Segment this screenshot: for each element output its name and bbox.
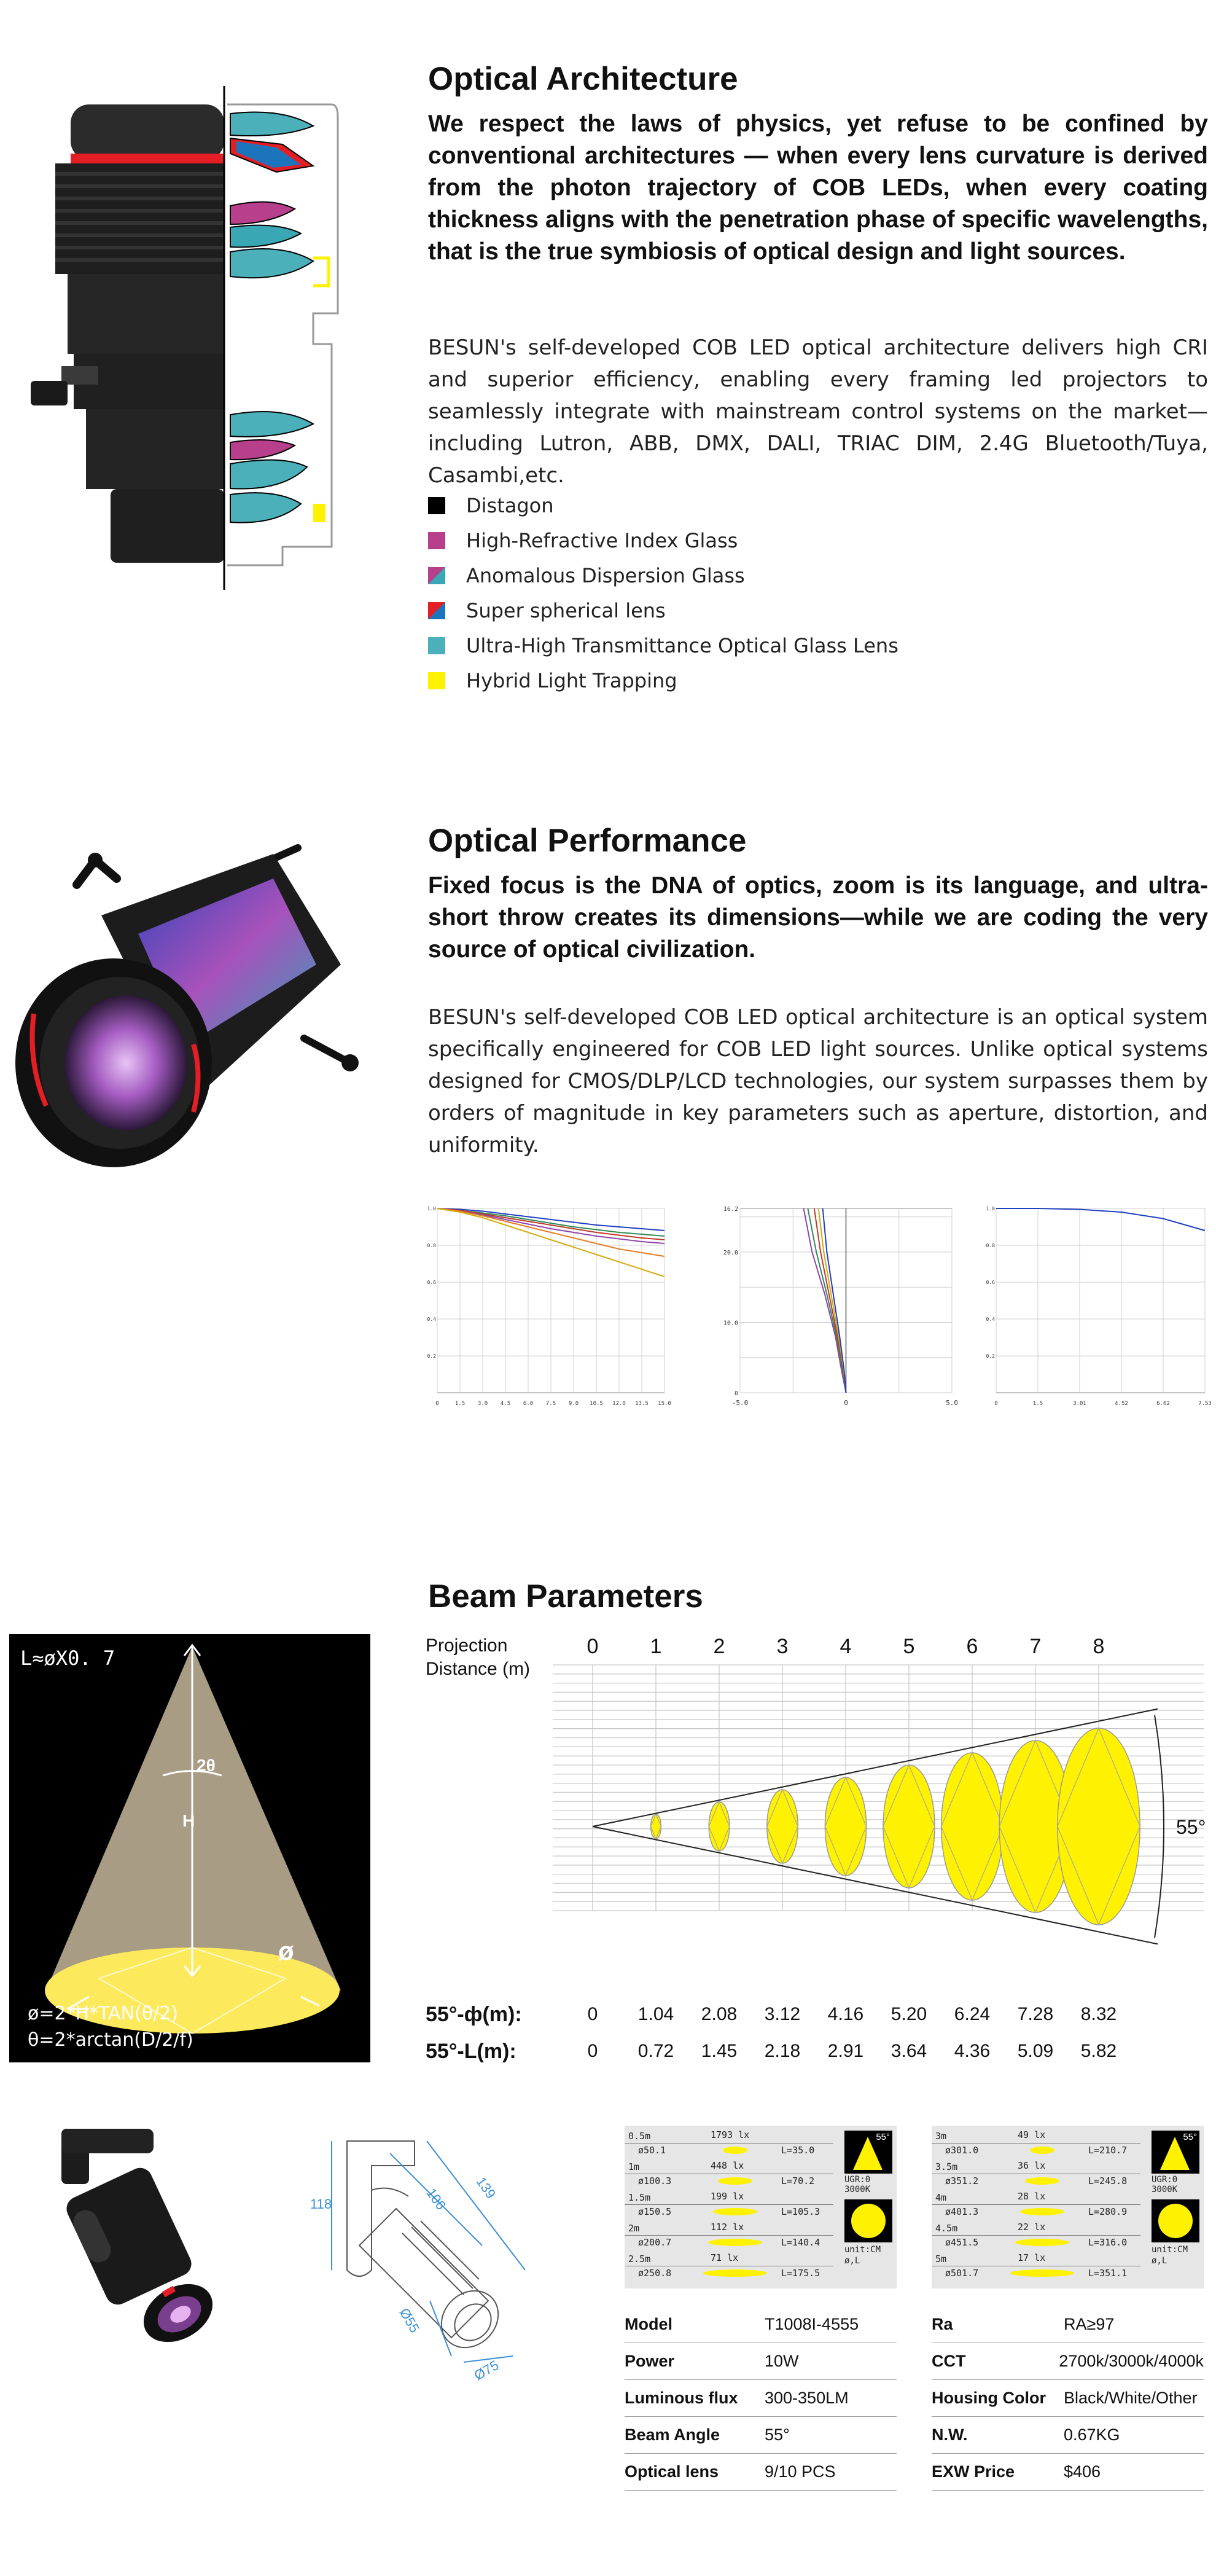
photo-beam-mark bbox=[723, 2147, 747, 2154]
y-tick-label: 0.6 bbox=[986, 1280, 995, 1285]
x-tick-label: 0 bbox=[994, 1401, 998, 1407]
distance-tick-label: 6 bbox=[966, 1635, 978, 1658]
spec-key: Ra bbox=[932, 2314, 953, 2333]
y-tick-label: 0.2 bbox=[427, 1353, 436, 1359]
angle-arc bbox=[1155, 1715, 1164, 1938]
photo-row-lux: 28 lx bbox=[1018, 2191, 1046, 2202]
l-row-label: 55°-L(m): bbox=[426, 2040, 516, 2063]
photo-row-distance: 4m bbox=[935, 2192, 947, 2203]
l-value: 0.72 bbox=[637, 2041, 674, 2061]
photo-row-distance: 1m bbox=[628, 2161, 640, 2172]
spec-key: N.W. bbox=[932, 2425, 968, 2444]
spec-row bbox=[932, 2343, 1204, 2380]
beam-spot bbox=[709, 1802, 730, 1851]
chart-frame bbox=[996, 1208, 1205, 1393]
photo-ugr: UGR:0 bbox=[844, 2175, 871, 2185]
lens-legend bbox=[428, 488, 898, 698]
spec-key: Optical lens bbox=[625, 2462, 719, 2481]
phi-value: 6.24 bbox=[954, 2004, 991, 2024]
photo-row-phi: ø200.7 bbox=[638, 2237, 672, 2248]
photo-row-lux: 36 lx bbox=[1018, 2160, 1046, 2171]
spec-key: Power bbox=[625, 2351, 675, 2370]
swatch-black bbox=[428, 497, 445, 514]
photo-unit-2: ø,L bbox=[1152, 2256, 1167, 2266]
distance-tick-label: 0 bbox=[587, 1635, 599, 1658]
x-tick-label: 7.5 bbox=[545, 1401, 556, 1407]
legend-item-high-refractive: High-Refractive Index Glass bbox=[428, 523, 898, 558]
x-tick-label: 0 bbox=[435, 1401, 439, 1407]
photo-row-phi: ø301.0 bbox=[945, 2145, 979, 2156]
beam-cone-panel bbox=[9, 1634, 370, 2062]
photo-cct: 3000K bbox=[844, 2185, 871, 2194]
photo-beam-mark bbox=[718, 2177, 752, 2185]
dim-118: 118 bbox=[310, 2196, 332, 2212]
y-tick-label: 0.6 bbox=[427, 1280, 436, 1285]
swatch-magenta bbox=[428, 532, 445, 549]
x-tick-label: 3.0 bbox=[477, 1401, 488, 1407]
spec-row bbox=[625, 2453, 897, 2491]
dim-139: 139 bbox=[473, 2174, 499, 2202]
spec-row bbox=[625, 2306, 897, 2343]
photo-row-lux: 22 lx bbox=[1018, 2222, 1046, 2233]
photo-unit: unit:CM bbox=[1152, 2245, 1188, 2255]
photo-beam-mark bbox=[708, 2239, 762, 2246]
beam-spot bbox=[651, 1814, 661, 1839]
x-tick-label: 12.0 bbox=[612, 1401, 626, 1407]
photo-row-lux: 448 lx bbox=[711, 2160, 744, 2171]
photo-row-l: L=105.3 bbox=[781, 2206, 820, 2217]
cone-diameter-symbol: ø bbox=[278, 1936, 294, 1965]
photo-row-lux: 71 lx bbox=[711, 2252, 739, 2263]
spec-row bbox=[932, 2379, 1204, 2417]
x-tick-label: 3.01 bbox=[1073, 1401, 1086, 1407]
y-tick-label: 0.8 bbox=[427, 1243, 436, 1248]
x-tick-label: 5.0 bbox=[946, 1399, 958, 1407]
phi-value: 3.12 bbox=[764, 2004, 801, 2024]
phi-value: 0 bbox=[587, 2004, 598, 2024]
photo-ugr: UGR:0 bbox=[1152, 2175, 1178, 2185]
cone-formula-top: L≈øX0. 7 bbox=[20, 1646, 115, 1670]
badge-spot-icon bbox=[1158, 2204, 1193, 2238]
photo-row-distance: 1.5m bbox=[628, 2192, 651, 2203]
phi-value: 8.32 bbox=[1080, 2004, 1117, 2024]
x-tick-label: 9.0 bbox=[568, 1401, 579, 1407]
spec-key: CCT bbox=[932, 2351, 966, 2370]
legend-item-ultra-high-transmittance: Ultra-High Transmittance Optical Glass Lens bbox=[428, 628, 898, 663]
photo-row-phi: ø150.5 bbox=[638, 2206, 672, 2217]
performance-body: BESUN's self-developed COB LED optical architecture is an optical system specifically engineered for COB LED light sources. Unlike optical systems designed for CMOS/DLP/LCD technologies, our system surpasses them by orders of magnitude in key parameters such as aperture, distortion, and uniformity. bbox=[428, 1005, 1208, 1157]
spec-row bbox=[932, 2453, 1204, 2491]
swatch-yellow bbox=[428, 672, 445, 689]
badge-angle: 55° bbox=[876, 2132, 890, 2142]
photo-row-lux: 49 lx bbox=[1018, 2129, 1046, 2140]
distance-tick-label: 8 bbox=[1093, 1635, 1105, 1658]
x-tick-label: 15.0 bbox=[658, 1401, 671, 1407]
y-tick-label: 0.4 bbox=[986, 1317, 995, 1322]
beam-title: Beam Parameters bbox=[428, 1578, 703, 1615]
distance-tick-label: 1 bbox=[650, 1635, 662, 1658]
architecture-title: Optical Architecture bbox=[428, 61, 738, 97]
beam-spot bbox=[767, 1790, 798, 1863]
y-tick-label: 1.0 bbox=[986, 1206, 995, 1212]
photo-row-l: L=35.0 bbox=[781, 2145, 815, 2156]
photo-row-phi: ø250.8 bbox=[638, 2268, 672, 2279]
legend-item-anomalous-dispersion: Anomalous Dispersion Glass bbox=[428, 558, 898, 593]
spec-key: Housing Color bbox=[932, 2388, 1046, 2407]
spec-value: $406 bbox=[1064, 2462, 1101, 2481]
distance-tick-label: 2 bbox=[713, 1635, 725, 1658]
x-tick-label: 4.5 bbox=[500, 1401, 511, 1407]
spec-value: 300-350LM bbox=[765, 2388, 849, 2407]
photo-row-phi: ø100.3 bbox=[638, 2175, 672, 2186]
legend-item-hybrid-light-trapping: Hybrid Light Trapping bbox=[428, 663, 898, 698]
photo-spot-badge bbox=[844, 2199, 892, 2242]
dim-106: 106 bbox=[423, 2185, 449, 2213]
photo-row-l: L=70.2 bbox=[781, 2175, 815, 2186]
y-tick-label: 0 bbox=[734, 1390, 738, 1397]
y-tick-label: 16.2 bbox=[723, 1206, 738, 1213]
photo-row-l: L=210.7 bbox=[1088, 2145, 1128, 2156]
spec-value: 0.67KG bbox=[1064, 2425, 1120, 2444]
x-tick-label: 6.02 bbox=[1156, 1401, 1170, 1407]
spec-key: Luminous flux bbox=[625, 2388, 738, 2407]
photo-row-phi: ø451.5 bbox=[945, 2237, 979, 2248]
photo-beam-mark bbox=[703, 2269, 767, 2277]
legend-item-super-spherical: Super spherical lens bbox=[428, 593, 898, 628]
spec-value: 2700k/3000k/4000k bbox=[1059, 2351, 1204, 2370]
swatch-teal bbox=[428, 637, 445, 654]
photo-row-distance: 2m bbox=[628, 2223, 640, 2234]
photo-row-lux: 17 lx bbox=[1018, 2252, 1046, 2263]
photo-row-line bbox=[932, 2235, 1140, 2236]
beam-spot bbox=[1058, 1728, 1140, 1925]
distance-tick-label: 4 bbox=[840, 1635, 852, 1658]
y-tick-label: 0.2 bbox=[986, 1353, 995, 1359]
y-tick-label: 0.4 bbox=[427, 1317, 436, 1322]
photo-unit-2: ø,L bbox=[844, 2256, 860, 2266]
photo-row-distance: 3m bbox=[935, 2131, 947, 2142]
x-tick-label: 7.53 bbox=[1198, 1401, 1212, 1407]
architecture-body: BESUN's self-developed COB LED optical architecture delivers high CRI and superior efficiency, enabling every framing led projectors to seamlessly integrate with mainstream control systems on the market—including Lutron, ABB, DMX, DALI, TRIAC DIM, 2.4G Bluetooth/Tuya, Casambi,etc. bbox=[428, 335, 1208, 488]
photo-row-line bbox=[625, 2204, 833, 2205]
x-tick-label: 0 bbox=[844, 1399, 848, 1407]
beam-spot bbox=[883, 1765, 935, 1888]
cone-formula-1: ø=2*H*TAN(θ/2) bbox=[28, 2003, 179, 2024]
distance-tick-label: 5 bbox=[903, 1635, 915, 1658]
photo-unit: unit:CM bbox=[844, 2245, 881, 2255]
spec-value: 10W bbox=[765, 2351, 799, 2370]
photo-beam-mark bbox=[1015, 2239, 1069, 2246]
badge-angle: 55° bbox=[1183, 2132, 1197, 2142]
distortion-chart bbox=[719, 1201, 964, 1428]
product-photo bbox=[37, 2116, 227, 2356]
photometric-panel-far bbox=[932, 2126, 1204, 2288]
photo-cone-badge bbox=[844, 2131, 892, 2174]
l-value: 3.64 bbox=[891, 2041, 927, 2061]
relative-illumination-chart bbox=[986, 1201, 1216, 1428]
spec-row bbox=[932, 2306, 1204, 2343]
photo-row-line bbox=[625, 2235, 833, 2236]
spec-row bbox=[932, 2416, 1204, 2454]
beam-spot bbox=[825, 1777, 866, 1876]
x-tick-label: 6.0 bbox=[523, 1401, 534, 1407]
photo-row-phi: ø50.1 bbox=[638, 2145, 666, 2156]
photo-row-l: L=245.8 bbox=[1088, 2175, 1128, 2186]
photo-row-distance: 2.5m bbox=[628, 2253, 651, 2265]
y-tick-label: 0.8 bbox=[986, 1243, 995, 1248]
dim-75: Ø75 bbox=[471, 2357, 502, 2384]
l-value: 0 bbox=[587, 2041, 598, 2061]
projection-axis-label: Projection Distance (m) bbox=[426, 1635, 531, 1679]
photo-beam-mark bbox=[1025, 2177, 1059, 2185]
phi-value: 7.28 bbox=[1017, 2004, 1054, 2024]
y-tick-label: 20.0 bbox=[723, 1249, 738, 1256]
photo-row-l: L=280.9 bbox=[1088, 2206, 1128, 2217]
photo-row-distance: 5m bbox=[935, 2253, 947, 2265]
l-value: 2.91 bbox=[827, 2041, 864, 2061]
badge-spot-icon bbox=[851, 2204, 886, 2238]
photometric-panel-near bbox=[625, 2126, 897, 2288]
photo-row-lux: 1793 lx bbox=[711, 2129, 750, 2140]
photo-row-l: L=316.0 bbox=[1088, 2237, 1128, 2248]
l-value: 2.18 bbox=[764, 2041, 801, 2061]
x-tick-label: 1.5 bbox=[1032, 1401, 1043, 1407]
phi-value: 2.08 bbox=[701, 2004, 738, 2024]
photo-row-distance: 3.5m bbox=[935, 2161, 958, 2172]
cone-angle-label: 2θ bbox=[197, 1756, 216, 1775]
x-tick-label: 10.5 bbox=[590, 1401, 603, 1407]
beam-angle-label: 55° bbox=[1176, 1816, 1206, 1838]
spec-value: RA≥97 bbox=[1064, 2314, 1115, 2333]
distance-tick-label: 3 bbox=[776, 1635, 789, 1658]
photo-row-lux: 199 lx bbox=[711, 2191, 744, 2202]
photo-row-l: L=175.5 bbox=[781, 2268, 820, 2279]
series-line bbox=[996, 1208, 1205, 1231]
swatch-red-blue bbox=[428, 602, 445, 619]
spec-row bbox=[625, 2379, 897, 2417]
spec-key: Beam Angle bbox=[625, 2425, 720, 2444]
performance-lead: Fixed focus is the DNA of optics, zoom is its language, and ultra-short throw creates its dimensions—while we are coding the very source of optical civilization. bbox=[428, 872, 1208, 963]
photo-row-line bbox=[932, 2204, 1140, 2205]
mtf-chart bbox=[427, 1201, 676, 1428]
spec-row bbox=[625, 2343, 897, 2380]
spec-key: Model bbox=[625, 2314, 672, 2333]
photo-row-lux: 112 lx bbox=[711, 2222, 744, 2233]
photo-row-l: L=351.1 bbox=[1088, 2268, 1128, 2279]
photo-beam-mark bbox=[713, 2208, 757, 2215]
x-tick-label: 13.5 bbox=[635, 1401, 649, 1407]
cone-height-label: H bbox=[182, 1811, 195, 1830]
l-value: 1.45 bbox=[701, 2041, 738, 2061]
phi-row-label: 55°-ф(m): bbox=[426, 2003, 522, 2026]
swatch-magenta-teal bbox=[428, 567, 445, 584]
photo-cone-badge bbox=[1152, 2131, 1199, 2174]
photo-row-distance: 4.5m bbox=[935, 2223, 958, 2234]
lens-cutaway-image bbox=[9, 842, 378, 1186]
photo-row-phi: ø401.3 bbox=[945, 2206, 979, 2217]
x-tick-label: -5.0 bbox=[731, 1399, 749, 1407]
dim-55: Ø55 bbox=[396, 2305, 423, 2336]
photo-row-phi: ø351.2 bbox=[945, 2175, 979, 2186]
performance-title: Optical Performance bbox=[428, 823, 747, 859]
spec-value: Black/White/Other bbox=[1064, 2388, 1198, 2407]
legend-item-distagon: Distagon bbox=[428, 488, 898, 523]
spec-row bbox=[625, 2416, 897, 2454]
spec-value: 55° bbox=[765, 2425, 790, 2444]
spec-key: EXW Price bbox=[932, 2462, 1015, 2481]
x-tick-label: 1.5 bbox=[454, 1401, 466, 1407]
phi-value: 1.04 bbox=[637, 2004, 674, 2024]
photo-row-phi: ø501.7 bbox=[945, 2268, 979, 2279]
phi-value: 4.16 bbox=[827, 2004, 864, 2024]
y-tick-label: 10.0 bbox=[723, 1320, 738, 1327]
architecture-lead: We respect the laws of physics, yet refuse to be confined by conventional architectures — when every lens curvature is derived from the photon trajectory of COB LEDs, when every coating thickness aligns with the penetration phase of specific wavelengths, that is the true symbiosis of optical design and light sources. bbox=[428, 111, 1208, 265]
beam-distance-chart bbox=[553, 1631, 1204, 1923]
beam-spot bbox=[941, 1753, 1004, 1900]
photo-row-l: L=140.4 bbox=[781, 2237, 820, 2248]
photo-spot-badge bbox=[1152, 2199, 1199, 2242]
cone-formula-2: θ=2*arctan(D/2/f) bbox=[28, 2029, 193, 2051]
photo-beam-mark bbox=[1010, 2269, 1074, 2277]
x-tick-label: 4.52 bbox=[1115, 1401, 1128, 1407]
photo-beam-mark bbox=[1030, 2147, 1054, 2154]
photo-cct: 3000K bbox=[1152, 2185, 1178, 2194]
l-value: 5.82 bbox=[1080, 2041, 1117, 2061]
y-tick-label: 1.0 bbox=[427, 1206, 436, 1212]
distance-tick-label: 7 bbox=[1029, 1635, 1042, 1658]
dimension-drawing bbox=[310, 2116, 562, 2384]
phi-value: 5.20 bbox=[891, 2004, 927, 2024]
lens-cross-section-diagram bbox=[25, 80, 381, 590]
l-value: 4.36 bbox=[954, 2041, 991, 2061]
photo-row-distance: 0.5m bbox=[628, 2131, 651, 2142]
l-value: 5.09 bbox=[1017, 2041, 1054, 2061]
spec-value: 9/10 PCS bbox=[765, 2462, 836, 2481]
spec-value: T1008I-4555 bbox=[765, 2314, 859, 2333]
beam-cone-diagram bbox=[9, 1634, 370, 2062]
photo-beam-mark bbox=[1020, 2208, 1064, 2215]
